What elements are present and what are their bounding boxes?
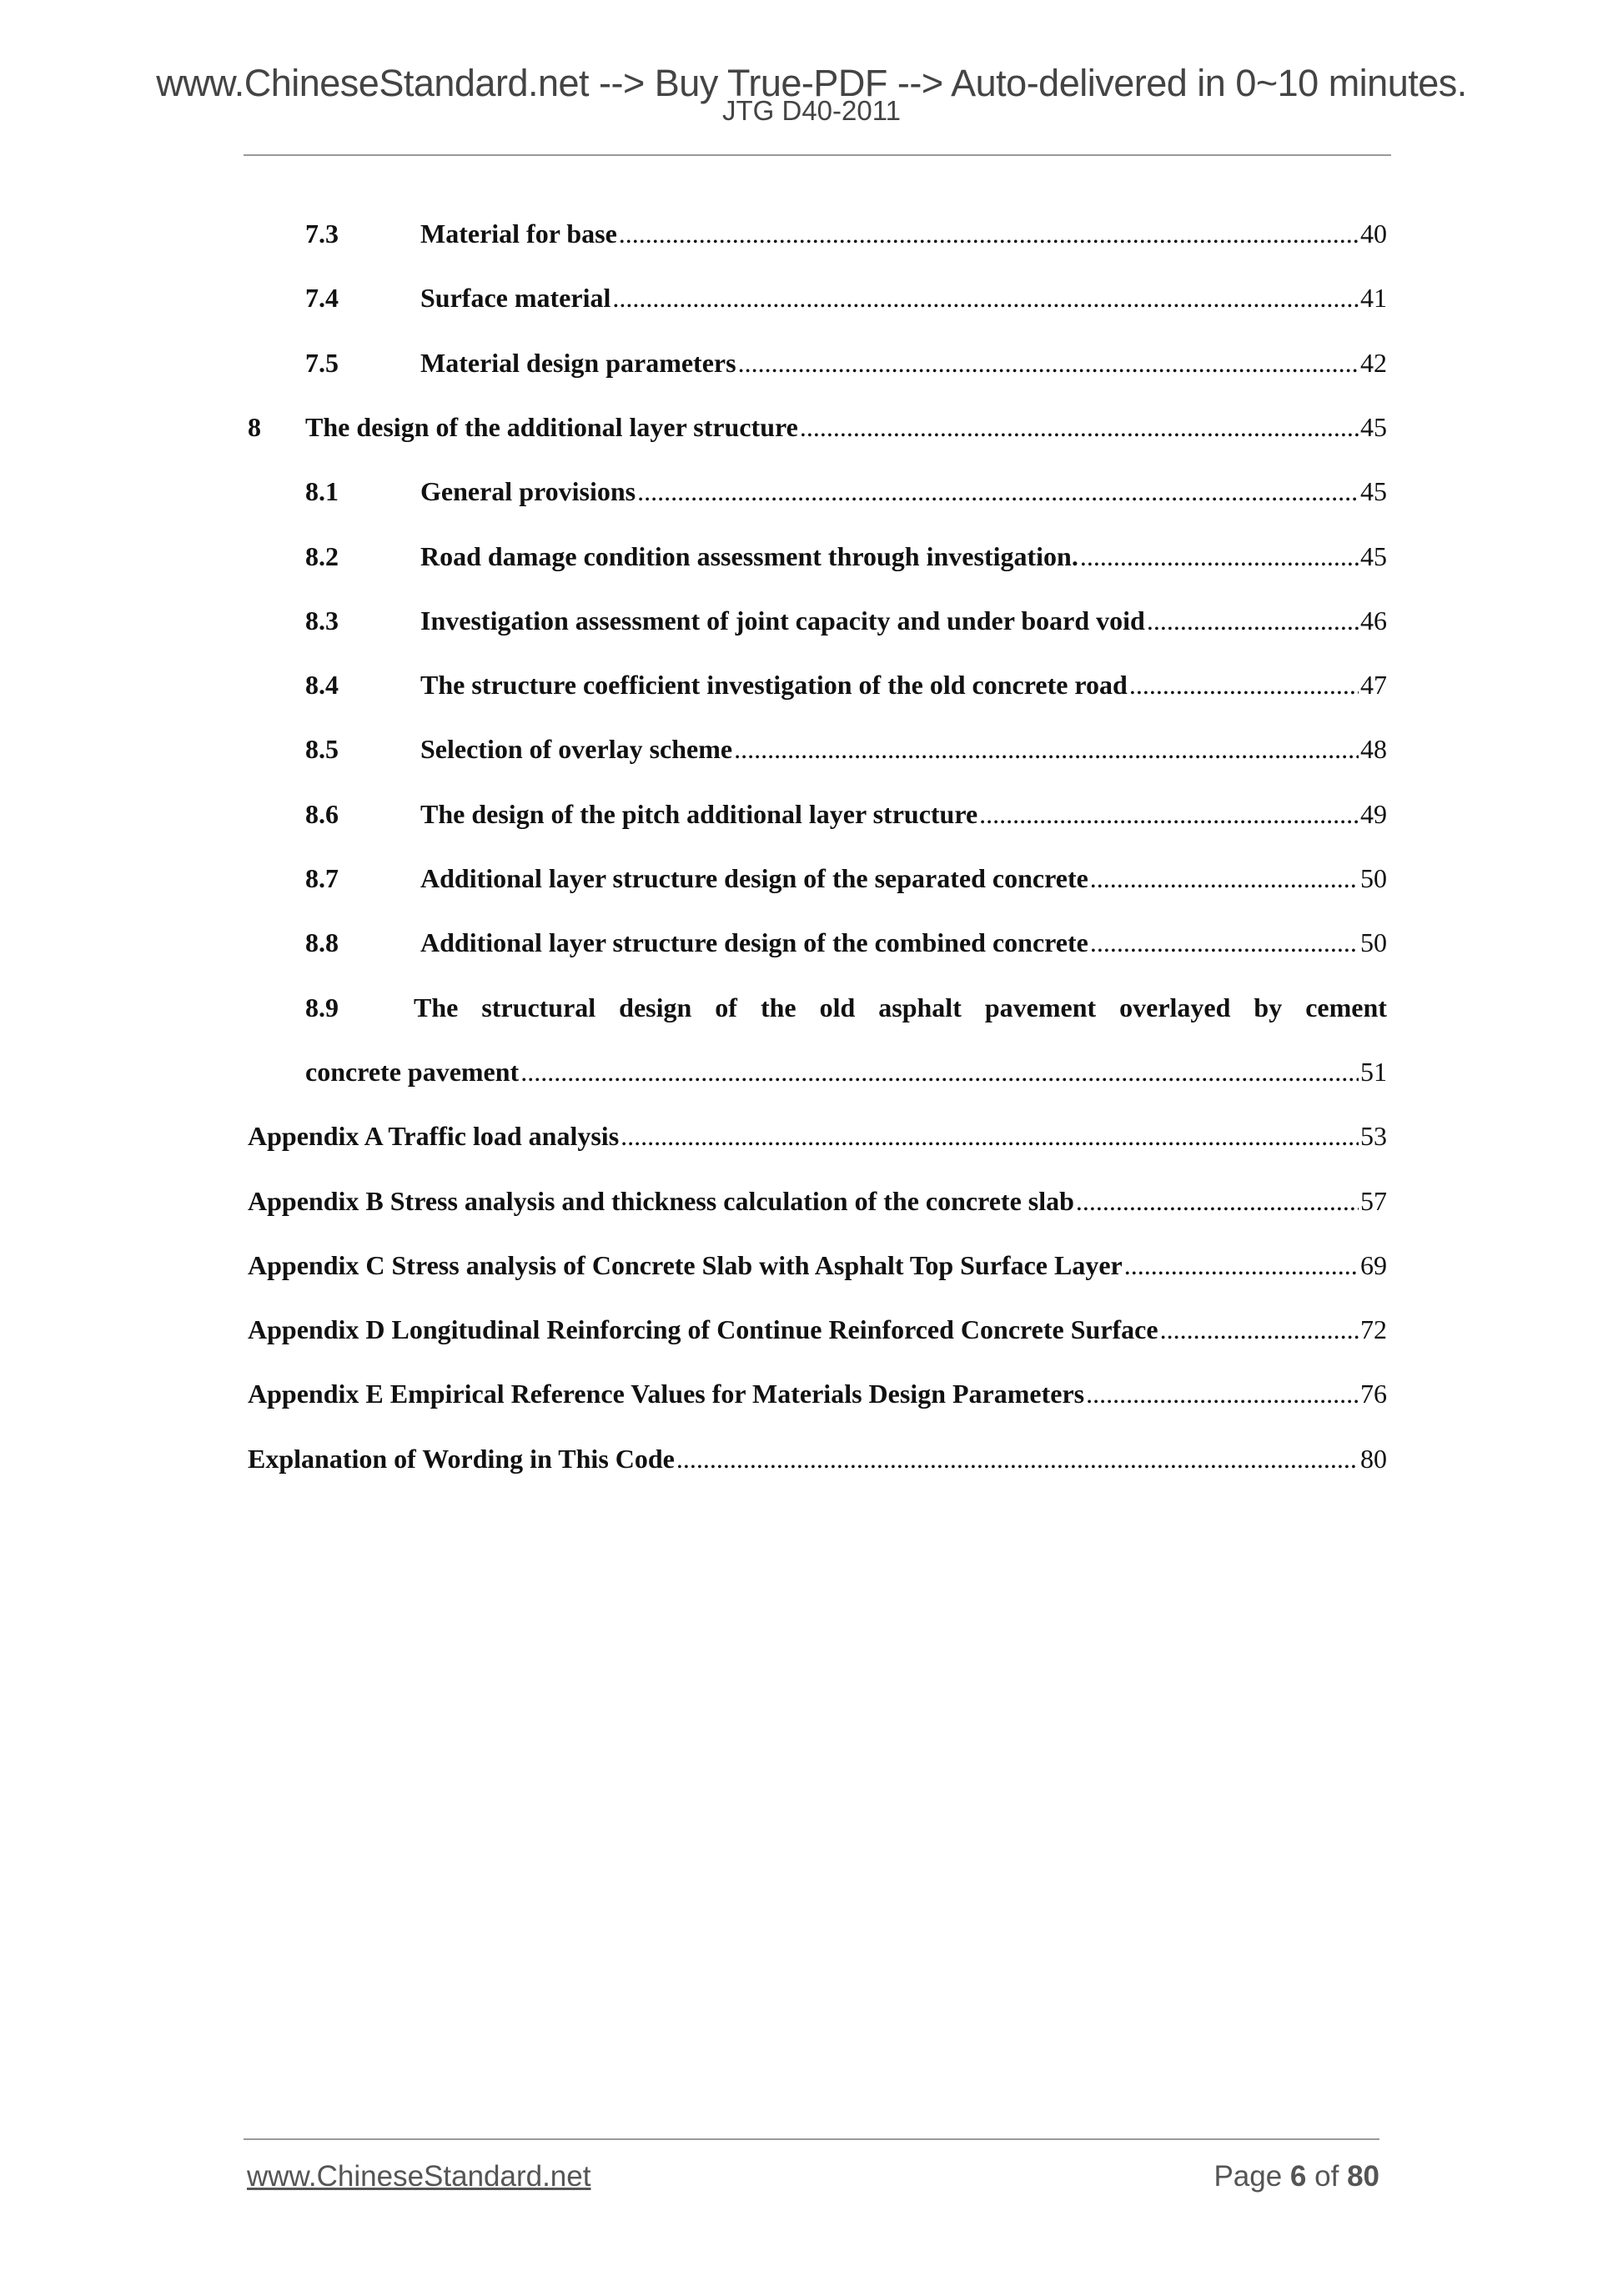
toc-page-number: 50 — [1360, 863, 1387, 893]
toc-leader-dots — [612, 283, 1359, 314]
toc-title: The design of the pitch additional layer structure — [420, 798, 978, 829]
toc-entry[interactable] — [305, 219, 1387, 252]
toc-page-number: 76 — [1360, 1379, 1387, 1409]
toc-leader-dots — [621, 1121, 1359, 1152]
toc-entry[interactable] — [248, 1186, 1387, 1219]
toc-page-number: 45 — [1360, 540, 1387, 571]
toc-entry[interactable] — [305, 734, 1387, 767]
toc-leader-dots — [1076, 1186, 1359, 1217]
toc-page-number: 48 — [1360, 734, 1387, 765]
header-banner: www.ChineseStandard.net --> Buy True-PDF --> Auto-delivered in 0~10 minutes. — [156, 62, 1467, 104]
page-of: of — [1314, 2160, 1339, 2193]
toc-leader-dots — [738, 348, 1359, 379]
toc-leader-dots — [619, 219, 1359, 249]
toc-number: 8.7 — [305, 863, 339, 893]
toc-title: Explanation of Wording in This Code — [248, 1443, 675, 1474]
page-total: 80 — [1347, 2160, 1379, 2193]
toc-leader-dots — [1080, 541, 1359, 572]
toc-leader-dots — [800, 412, 1359, 443]
toc-leader-dots — [1129, 670, 1359, 701]
toc-page-number: 42 — [1360, 347, 1387, 378]
toc-entry[interactable] — [248, 1121, 1387, 1154]
toc-leader-dots — [1147, 605, 1359, 636]
toc-leader-dots — [734, 734, 1359, 765]
toc-entry[interactable] — [248, 1314, 1387, 1348]
toc-entry-continuation[interactable] — [305, 1057, 1387, 1090]
toc-leader-dots — [676, 1444, 1359, 1475]
toc-entry[interactable] — [305, 799, 1387, 832]
toc-page-number: 51 — [1360, 1056, 1387, 1087]
toc-page-number: 41 — [1360, 283, 1387, 314]
toc-page-number: 53 — [1360, 1121, 1387, 1152]
toc-title: Additional layer structure design of the separated concrete — [420, 863, 1088, 893]
toc-entry[interactable] — [248, 412, 1387, 445]
toc-number: 8.4 — [305, 670, 339, 701]
toc-entry[interactable] — [248, 1379, 1387, 1412]
toc-title: General provisions — [420, 476, 636, 507]
toc-title-line1: The structural design of the old asphalt pavement overlayed by cement — [414, 992, 1387, 1022]
toc-title: Appendix E Empirical Reference Values for Materials Design Parameters — [248, 1379, 1085, 1409]
toc-entry[interactable] — [305, 992, 1387, 1023]
toc-leader-dots — [1090, 927, 1359, 958]
toc-leader-dots — [1160, 1314, 1359, 1345]
toc-title: Appendix C Stress analysis of Concrete Slab with Asphalt Top Surface Layer — [248, 1249, 1123, 1280]
toc-title: The design of the additional layer structure — [305, 411, 798, 442]
toc-page-number: 47 — [1360, 670, 1387, 701]
toc-page-number: 40 — [1360, 219, 1387, 249]
toc-page-number: 69 — [1360, 1249, 1387, 1280]
toc-leader-dots — [1090, 863, 1359, 894]
toc-entry[interactable] — [305, 348, 1387, 381]
toc-page-number: 45 — [1360, 476, 1387, 507]
toc-number: 8.5 — [305, 734, 339, 765]
toc-title: Appendix B Stress analysis and thickness calculation of the concrete slab — [248, 1185, 1074, 1216]
toc-entry[interactable] — [305, 283, 1387, 316]
toc-title: Material design parameters — [420, 347, 736, 378]
header-divider — [244, 154, 1391, 156]
toc-number: 8.3 — [305, 605, 339, 636]
toc-number: 8.2 — [305, 540, 339, 571]
footer-link[interactable]: www.ChineseStandard.net — [247, 2160, 591, 2193]
page-current: 6 — [1289, 2160, 1307, 2193]
toc-number: 8.1 — [305, 476, 339, 507]
toc-entry[interactable] — [305, 605, 1387, 639]
toc-leader-dots — [520, 1057, 1359, 1088]
toc-title: Selection of overlay scheme — [420, 734, 733, 765]
toc-entry[interactable] — [305, 927, 1387, 961]
toc-number: 8 — [248, 411, 261, 442]
toc-page-number: 46 — [1360, 605, 1387, 636]
toc-title-line2: concrete pavement — [305, 1056, 520, 1087]
toc-leader-dots — [979, 799, 1359, 830]
toc-number: 8.8 — [305, 927, 339, 958]
toc-title: Appendix A Traffic load analysis — [248, 1121, 620, 1152]
toc-page-number: 45 — [1360, 411, 1387, 442]
toc-title: Additional layer structure design of the combined concrete — [420, 927, 1088, 958]
toc-title: Investigation assessment of joint capacity and under board void — [420, 605, 1145, 636]
footer-divider — [244, 2138, 1379, 2140]
toc-leader-dots — [1086, 1379, 1359, 1409]
toc-number: 8.6 — [305, 798, 339, 829]
toc-page-number: 80 — [1360, 1443, 1387, 1474]
toc-leader-dots — [637, 476, 1359, 507]
toc-title: The structure coefficient investigation of the old concrete road — [420, 670, 1128, 701]
toc-page-number: 50 — [1360, 927, 1387, 958]
toc-entry[interactable] — [305, 541, 1387, 575]
document-code: JTG D40-2011 — [722, 95, 901, 126]
toc-page-number: 72 — [1360, 1314, 1387, 1345]
toc-title: Appendix D Longitudinal Reinforcing of Continue Reinforced Concrete Surface — [248, 1314, 1158, 1345]
toc-entry[interactable] — [305, 670, 1387, 703]
toc-title: Road damage condition assessment through investigation. — [420, 540, 1078, 571]
toc-title: Surface material — [420, 283, 611, 314]
toc-entry[interactable] — [305, 476, 1387, 510]
toc-number: 8.9 — [305, 992, 339, 1022]
toc-page-number: 49 — [1360, 798, 1387, 829]
footer-link-wrap — [247, 2160, 590, 2193]
page-prefix: Page — [1213, 2160, 1283, 2193]
toc-entry[interactable] — [305, 863, 1387, 897]
toc-entry[interactable] — [248, 1250, 1387, 1284]
page-indicator — [1213, 2160, 1379, 2193]
toc-page-number: 57 — [1360, 1185, 1387, 1216]
toc-entry[interactable] — [248, 1444, 1387, 1477]
toc-title: Material for base — [420, 219, 617, 249]
toc-number: 7.3 — [305, 219, 339, 249]
toc-number: 7.4 — [305, 283, 339, 314]
toc-number: 7.5 — [305, 347, 339, 378]
toc-leader-dots — [1124, 1250, 1359, 1281]
